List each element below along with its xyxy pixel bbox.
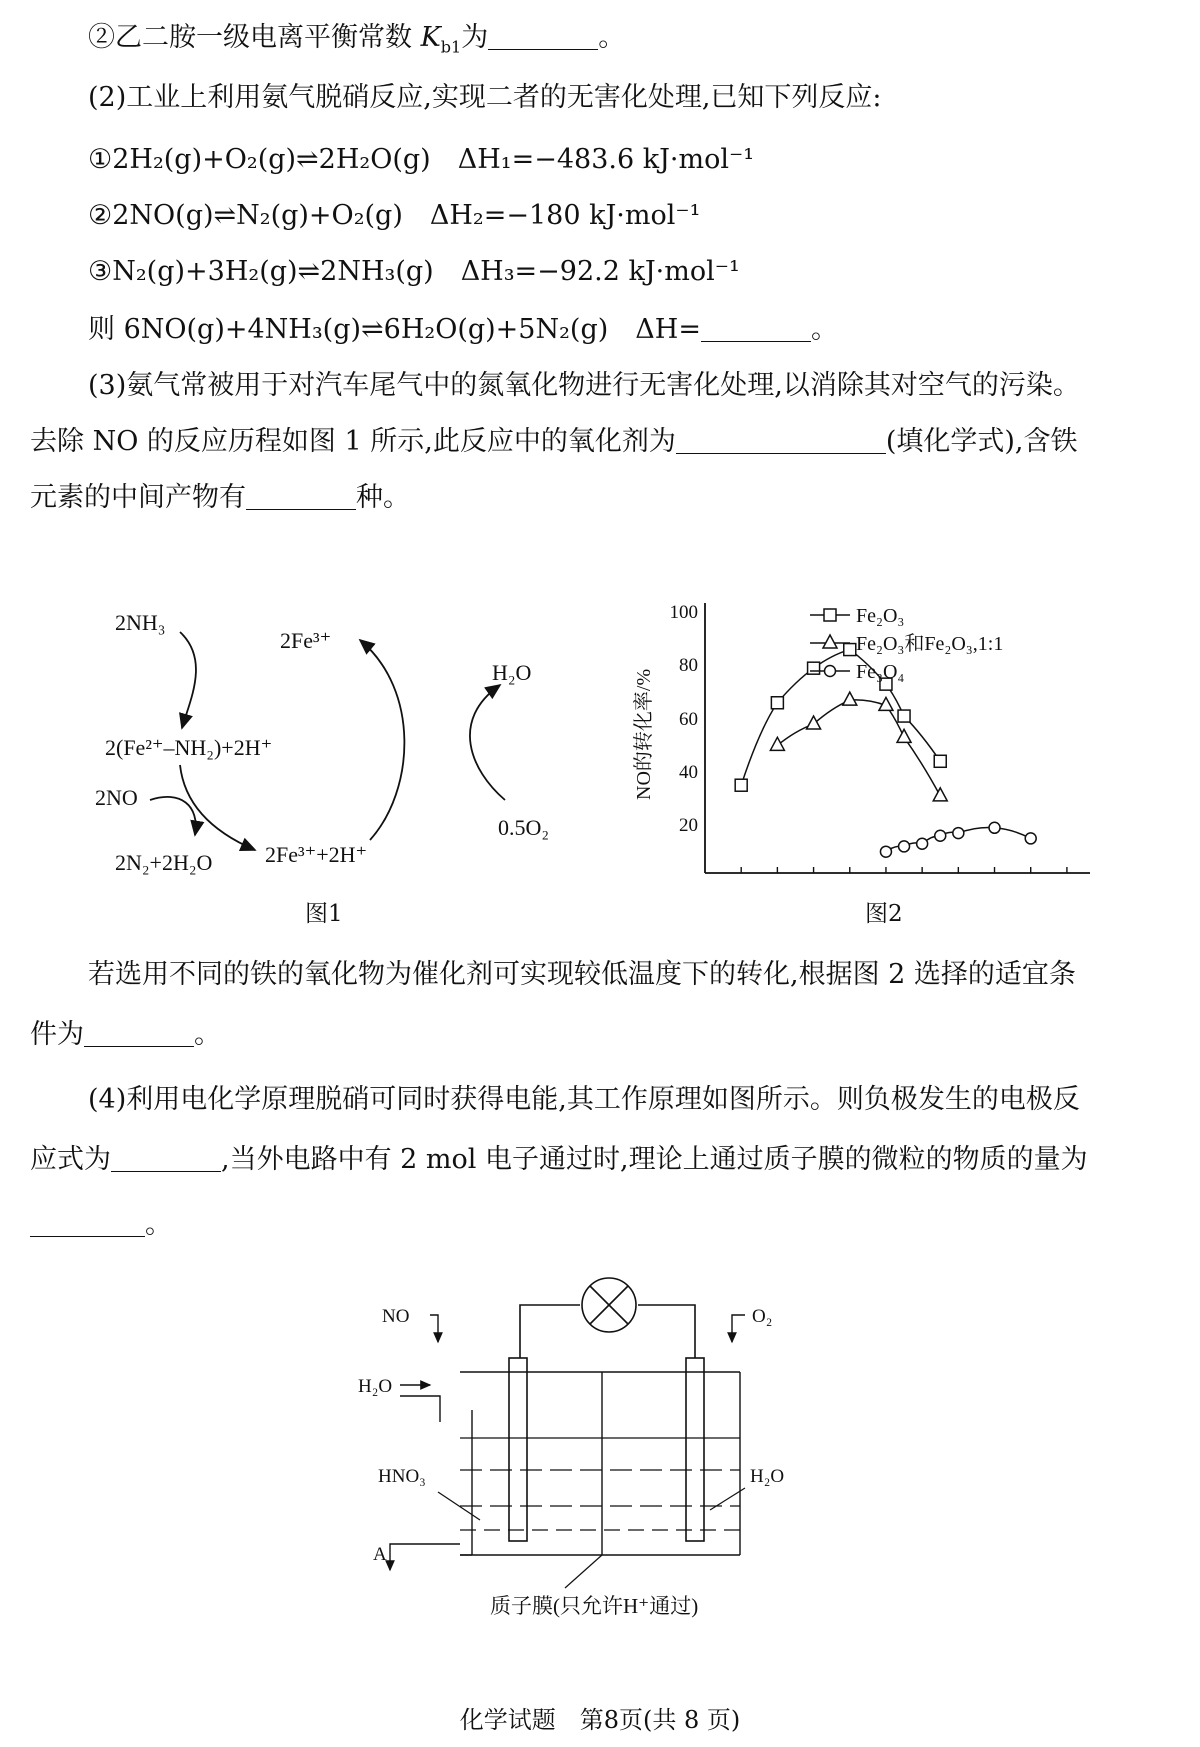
o2-label: 0.5O₂ <box>498 815 550 840</box>
cathode <box>686 1358 704 1541</box>
answer-blank[interactable] <box>84 1020 194 1047</box>
reaction-3: ③N₂(g)+3H₂(g)⇌2NH₃(g) ΔH₃=−92.2 kJ·mol⁻¹ <box>88 256 740 287</box>
series-2-point-5 <box>897 729 911 742</box>
hno3-label: HNO₃ <box>378 1466 426 1487</box>
series-1-point-3 <box>808 662 820 674</box>
q3-line-5: 件为 。 <box>30 1019 221 1050</box>
figure-2-chart <box>620 585 1120 890</box>
answer-blank[interactable] <box>246 483 356 510</box>
legend-marker-1 <box>824 609 836 621</box>
y-tick-80: 80 <box>679 655 698 676</box>
series-1-point-2 <box>771 697 783 709</box>
y-tick-20: 20 <box>679 815 698 836</box>
y-tick-60: 60 <box>679 709 698 730</box>
series-3-point-2 <box>899 841 910 852</box>
y-tick-40: 40 <box>679 762 698 783</box>
h2o-right-label: H₂O <box>750 1466 785 1487</box>
series-1-point-4 <box>844 644 856 656</box>
series-3-point-7 <box>1025 833 1036 844</box>
figure-1-caption: 图1 <box>305 901 343 927</box>
series-1-point-6 <box>898 710 910 722</box>
series-2-point-6 <box>933 788 947 801</box>
answer-blank[interactable] <box>701 315 811 342</box>
complex-label: 2(Fe²⁺–NH₂)+2H⁺ <box>105 735 273 760</box>
legend-label-3: Fe₃O₄ <box>856 661 905 683</box>
fuel-cell-diagram <box>358 1270 800 1630</box>
kb1-question: ②乙二胺一级电离平衡常数 $K_{b1}$为 。 <box>88 22 626 57</box>
q4-line-1: (4)利用电化学原理脱硝可同时获得电能,其工作原理如图所示。则负极发生的电极反 <box>88 1084 1080 1115</box>
series-1-point-1 <box>735 779 747 791</box>
legend-marker-3 <box>825 666 836 677</box>
fe3-top-label: 2Fe³⁺ <box>280 628 332 653</box>
page-footer: 化学试题 第8页(共 8 页) <box>459 1706 741 1734</box>
q3-line-1: (3)氨气常被用于对汽车尾气中的氮氧化物进行无害化处理,以消除其对空气的污染。 <box>88 370 1080 401</box>
series-3-point-5 <box>953 828 964 839</box>
o2-inlet-label: O₂ <box>752 1306 773 1327</box>
q3-line-2: 去除 NO 的反应历程如图 1 所示,此反应中的氧化剂为 (填化学式),含铁 <box>30 426 1078 457</box>
series-3-point-6 <box>989 822 1000 833</box>
series-3-point-4 <box>935 830 946 841</box>
target-reaction: 则 6NO(g)+4NH₃(g)⇌6H₂O(g)+5N₂(g) ΔH= 。 <box>88 314 838 345</box>
series-2-point-2 <box>807 716 821 729</box>
figure-1-mechanism <box>70 590 590 890</box>
legend-marker-2 <box>823 635 837 648</box>
q3-line-4: 若选用不同的铁的氧化物为催化剂可实现较低温度下的转化,根据图 2 选择的适宜条 <box>88 959 1076 990</box>
y-tick-100: 100 <box>669 602 698 623</box>
q4-line-3: 。 <box>30 1205 172 1245</box>
reaction-1: ①2H₂(g)+O₂(g)⇌2H₂O(g) ΔH₁=−483.6 kJ·mol⁻¹ <box>88 144 755 175</box>
y-axis-label: NO的转化率/% <box>633 668 655 800</box>
q2-intro: (2)工业上利用氨气脱硝反应,实现二者的无害化处理,已知下列反应: <box>88 82 882 113</box>
h2o-inlet-label: H₂O <box>358 1376 393 1397</box>
outlet-a-label: A <box>373 1544 387 1565</box>
nh3-label: 2NH₃ <box>115 610 166 635</box>
series-3-point-1 <box>880 846 891 857</box>
answer-blank[interactable] <box>676 427 886 454</box>
reaction-2: ②2NO(g)⇌N₂(g)+O₂(g) ΔH₂=−180 kJ·mol⁻¹ <box>88 200 701 231</box>
no-label: 2NO <box>95 785 138 810</box>
series-line-2 <box>777 700 940 796</box>
membrane-label: 质子膜(只允许H⁺通过) <box>490 1594 699 1618</box>
legend-label-1: Fe₂O₃ <box>856 605 905 627</box>
h2o-label: H₂O <box>492 660 532 685</box>
legend-label-2: Fe₂O₃和Fe₂O₃,1:1 <box>856 633 1004 655</box>
products-label: 2N₂+2H₂O <box>115 850 213 875</box>
lamp-icon <box>582 1278 636 1332</box>
fe3-bottom-label: 2Fe³⁺+2H⁺ <box>265 842 368 867</box>
series-2-point-3 <box>843 692 857 705</box>
anode <box>509 1358 527 1541</box>
figure-2-caption: 图2 <box>865 901 903 927</box>
series-1-point-7 <box>934 755 946 767</box>
answer-blank[interactable] <box>30 1210 145 1237</box>
series-3-point-3 <box>917 838 928 849</box>
no-inlet-label: NO <box>382 1306 410 1327</box>
answer-blank[interactable] <box>111 1145 221 1172</box>
answer-blank[interactable] <box>488 23 598 50</box>
series-2-point-1 <box>770 737 784 750</box>
q3-line-3: 元素的中间产物有 种。 <box>30 482 410 513</box>
q4-line-2: 应式为 ,当外电路中有 2 mol 电子通过时,理论上通过质子膜的微粒的物质的量为 <box>30 1144 1088 1175</box>
